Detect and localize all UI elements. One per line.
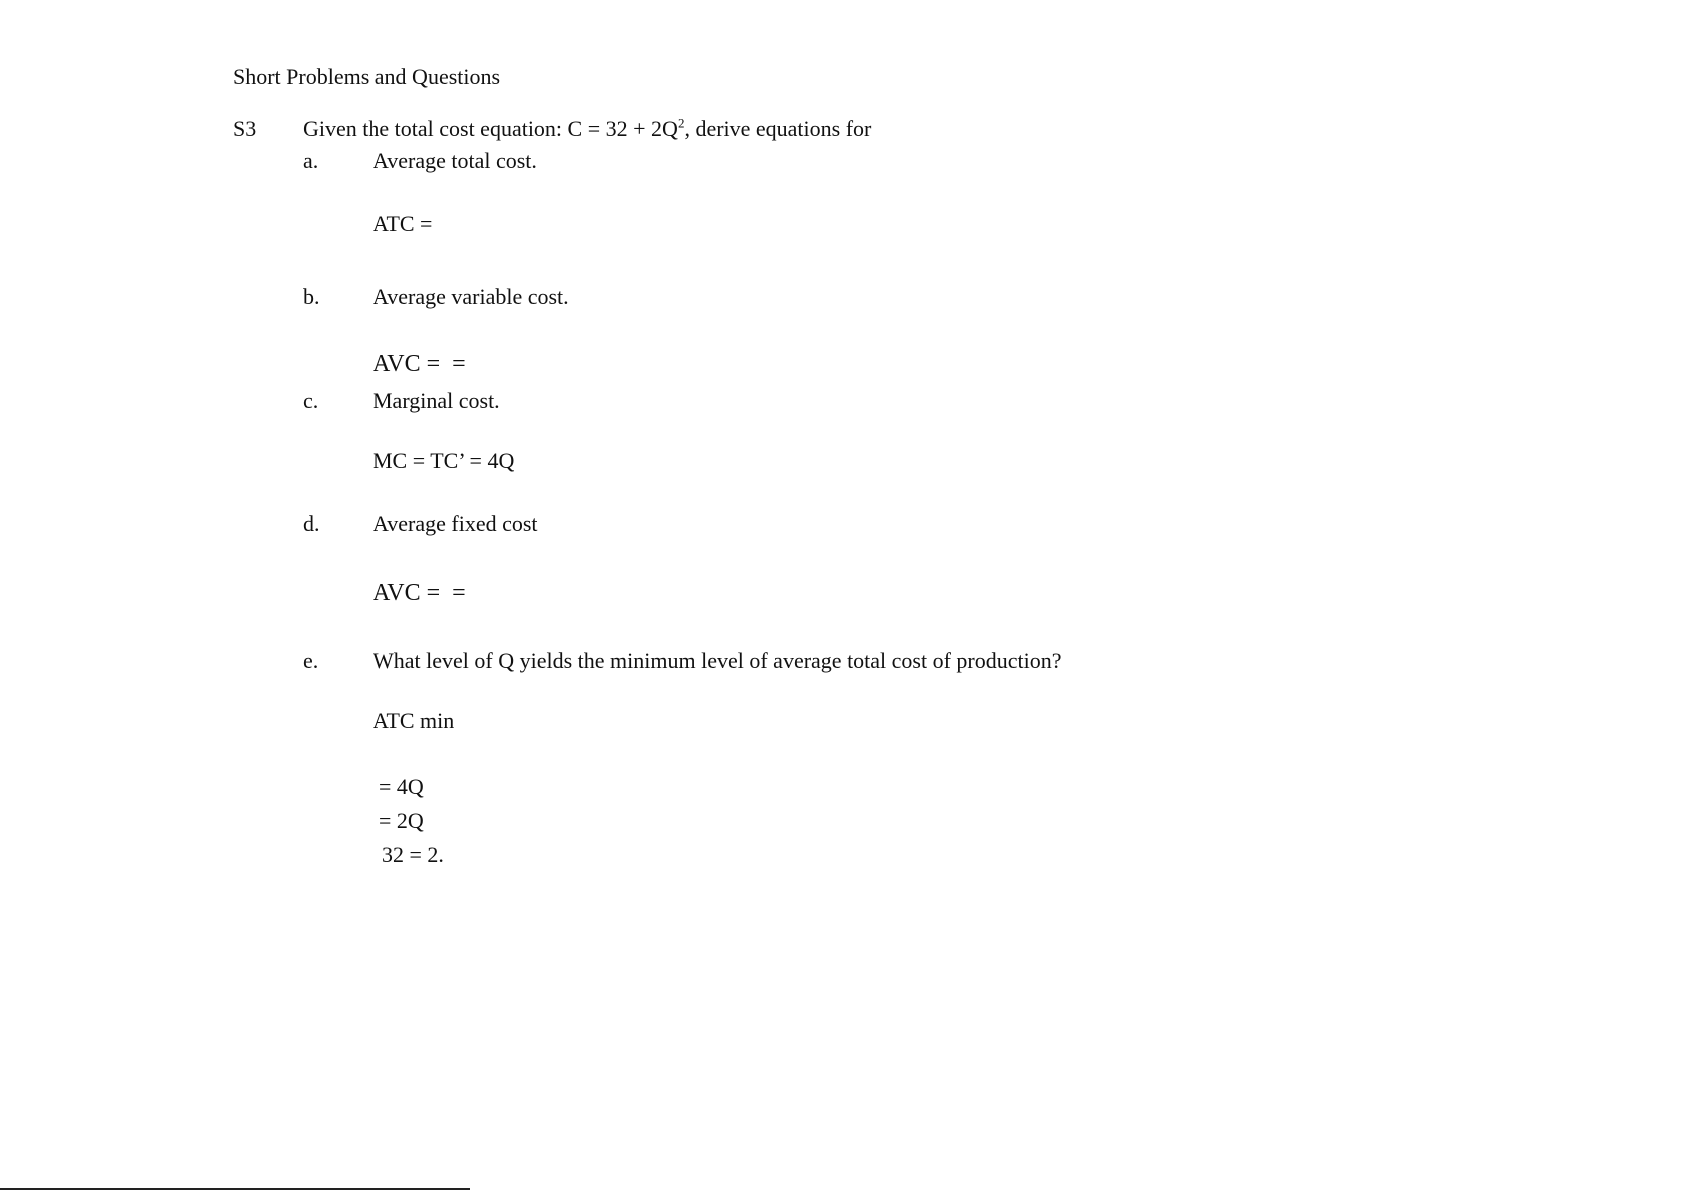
item-c-answer: MC = TC’ = 4Q: [373, 448, 515, 473]
item-c-prompt: Marginal cost.: [373, 388, 500, 413]
question-text-before: Given the total cost equation: C = 32 + 2Q: [303, 116, 678, 141]
work-line-1: = 4Q: [379, 774, 424, 799]
work-line-3: 32 = 2.: [382, 842, 444, 867]
item-d-letter: d.: [303, 511, 320, 536]
item-b-prompt: Average variable cost.: [373, 284, 569, 309]
question-text: [303, 116, 871, 141]
bottom-divider: [0, 1188, 470, 1190]
item-b-letter: b.: [303, 284, 320, 309]
item-d-prompt: Average fixed cost: [373, 511, 538, 536]
item-e-prompt: What level of Q yields the minimum level of average total cost of production?: [373, 648, 1062, 673]
item-b-answer: AVC = =: [373, 351, 466, 377]
section-title: Short Problems and Questions: [233, 64, 501, 89]
question-number: S3: [233, 116, 257, 141]
item-a-prompt: Average total cost.: [373, 148, 537, 173]
item-c-letter: c.: [303, 388, 319, 413]
item-a-letter: a.: [303, 148, 319, 173]
exponent-superscript: 2: [677, 115, 685, 131]
item-a-answer: ATC =: [373, 211, 433, 236]
work-line-2: = 2Q: [379, 808, 424, 833]
item-e-letter: e.: [303, 648, 319, 673]
question-text-after: , derive equations for: [684, 116, 872, 141]
item-d-answer: AVC = =: [373, 580, 466, 606]
item-e-answer: ATC min: [373, 708, 455, 733]
